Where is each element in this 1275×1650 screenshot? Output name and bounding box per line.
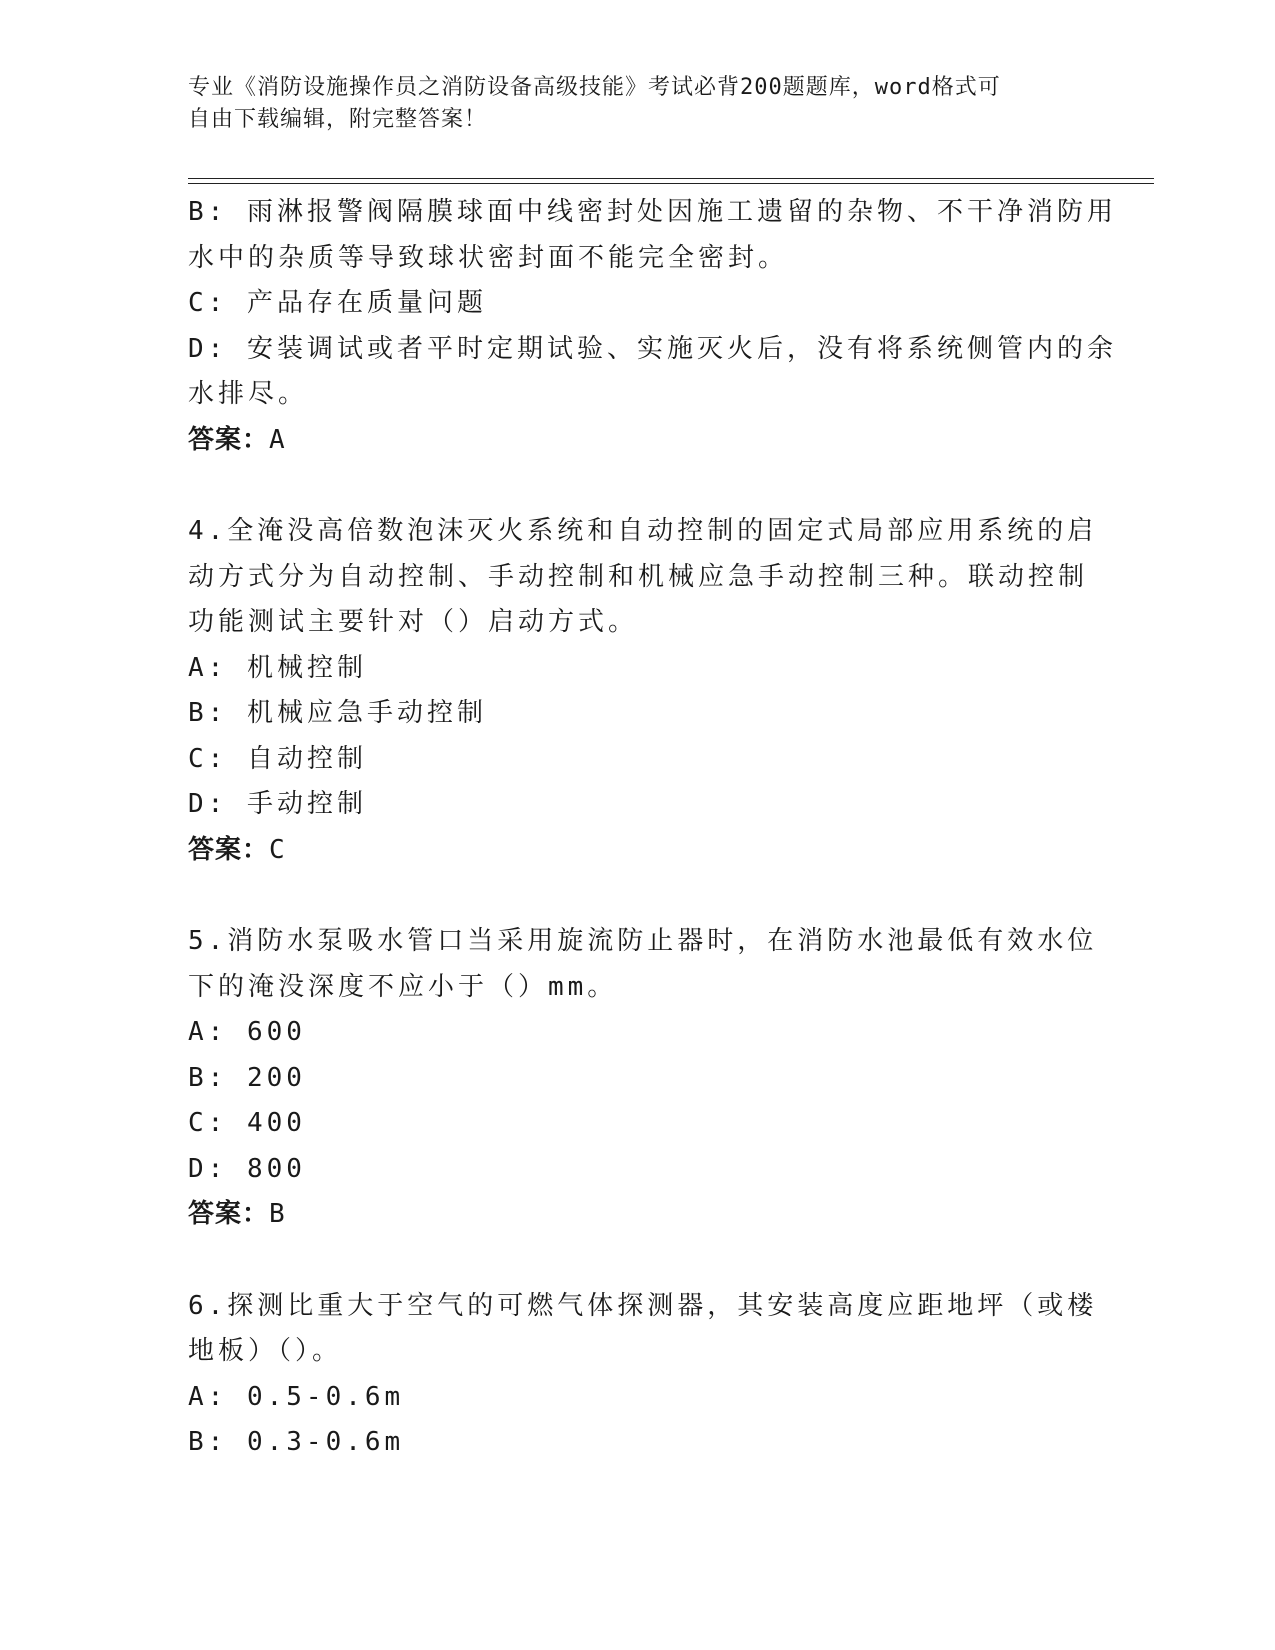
answer-label: 答案： [188, 834, 270, 865]
question-stem-line-1: 5.消防水泵吸水管口当采用旋流防止器时，在消防水池最低有效水位 [188, 926, 1098, 956]
option-b: B: 0.3-0.6m [188, 1427, 405, 1457]
option-d: D: 800 [188, 1153, 306, 1184]
question-6 [188, 1284, 1098, 1466]
question-stem-line-2: 动方式分为自动控制、手动控制和机械应急手动控制三种。联动控制 [188, 561, 1089, 592]
option-b-line-2: 水中的杂质等导致球状密封面不能完全密封。 [188, 242, 789, 273]
spacer [188, 463, 1088, 509]
option-c: C: 自动控制 [188, 743, 367, 774]
header-line-2: 自由下载编辑，附完整答案！ [188, 107, 488, 132]
option-b-line-1: B: 雨淋报警阀隔膜球面中线密封处因施工遗留的杂物、不干净消防用 [188, 197, 1117, 227]
option-a: A: 0.5-0.6m [188, 1381, 405, 1412]
header-divider-top [188, 178, 1154, 179]
answer-value: C [269, 834, 286, 865]
answer-label: 答案： [188, 424, 270, 455]
option-d: D: 手动控制 [188, 789, 367, 819]
answer-value: B [269, 1199, 286, 1229]
option-d-line-1: D: 安装调试或者平时定期试验、实施灭火后，没有将系统侧管内的余 [188, 333, 1117, 364]
option-c: C: 产品存在质量问题 [188, 288, 487, 318]
question-list [188, 190, 1117, 1466]
document-header [188, 72, 1068, 136]
answer-value: A [269, 424, 286, 455]
question-stem-line-3: 功能测试主要针对（）启动方式。 [188, 607, 639, 637]
option-b: B: 机械应急手动控制 [188, 698, 487, 728]
option-a: A: 600 [188, 1017, 306, 1047]
answer-row [188, 1192, 1088, 1238]
answer-row [188, 418, 1088, 464]
option-b: B: 200 [188, 1062, 306, 1093]
question-stem-line-1: 6.探测比重大于空气的可燃气体探测器，其安装高度应距地坪（或楼 [188, 1290, 1098, 1321]
question-3-tail [188, 190, 1117, 463]
question-stem-line-1: 4.全淹没高倍数泡沫灭火系统和自动控制的固定式局部应用系统的启 [188, 516, 1098, 546]
header-line-1: 专业《消防设施操作员之消防设备高级技能》考试必背200题题库，word格式可 [188, 75, 1001, 100]
header-divider-bottom [188, 183, 1154, 184]
answer-row [188, 828, 1088, 874]
option-d-line-2: 水排尽。 [188, 379, 309, 409]
question-stem-line-2: 下的淹没深度不应小于（）mm。 [188, 971, 618, 1002]
question-stem-line-2: 地板）（）。 [188, 1336, 343, 1366]
question-5 [188, 919, 1098, 1238]
option-c: C: 400 [188, 1108, 306, 1138]
option-a: A: 机械控制 [188, 652, 367, 683]
spacer [188, 1238, 1088, 1284]
spacer [188, 873, 1088, 919]
question-4 [188, 509, 1098, 873]
answer-label: 答案： [188, 1199, 270, 1229]
